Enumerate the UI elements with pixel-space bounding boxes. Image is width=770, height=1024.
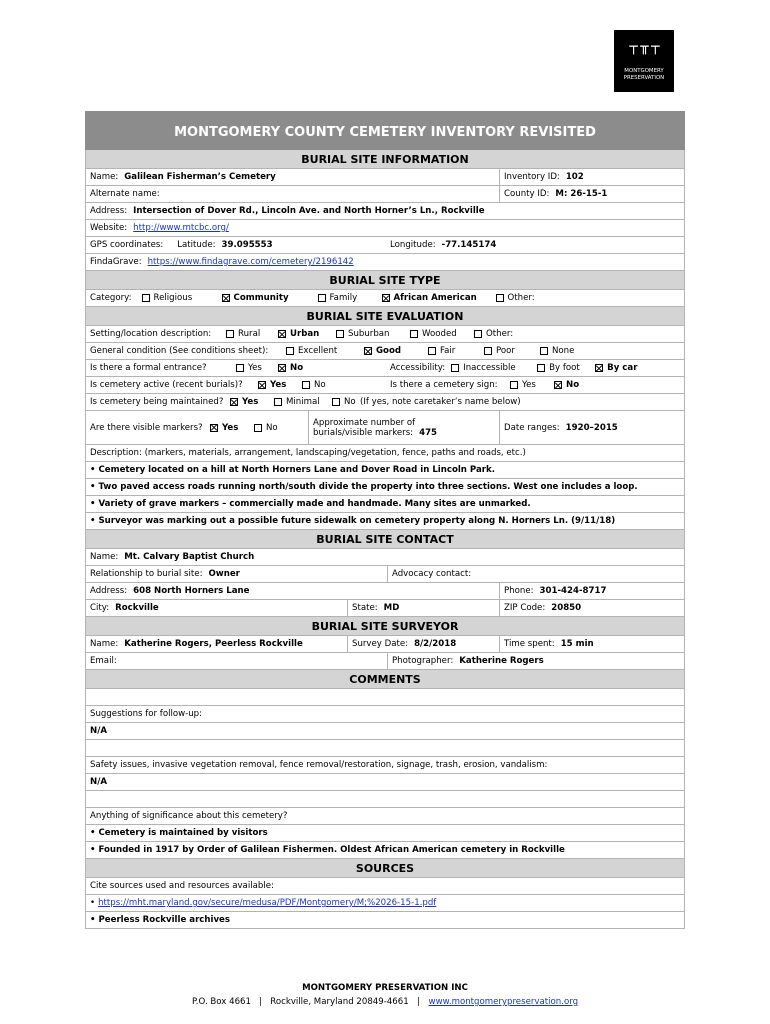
field-label: Name: bbox=[90, 552, 119, 562]
section-title: BURIAL SITE CONTACT bbox=[316, 532, 454, 546]
field-label: State: bbox=[352, 603, 378, 613]
checkbox-label: No bbox=[344, 397, 356, 407]
field-value: 39.095553 bbox=[221, 240, 273, 250]
field-label: Address: bbox=[90, 586, 128, 596]
inventory-form bbox=[85, 111, 685, 929]
checkbox-label: No bbox=[266, 422, 278, 433]
field-label: Survey Date: bbox=[352, 639, 409, 649]
checkbox-label: None bbox=[552, 346, 575, 356]
checkbox-label: Wooded bbox=[422, 329, 457, 339]
field-label: General condition (See conditions sheet): bbox=[90, 346, 269, 356]
section-header-evaluation bbox=[85, 307, 685, 326]
checkbox-label: Yes bbox=[222, 422, 239, 433]
significance-label: Anything of significance about this cemetery? bbox=[90, 811, 288, 821]
field-label: Setting/location description: bbox=[90, 329, 212, 339]
date-range-field[interactable] bbox=[499, 411, 684, 444]
entrance-field bbox=[86, 360, 386, 376]
section-title: SOURCES bbox=[355, 861, 415, 875]
checkbox-label: Religious bbox=[153, 293, 193, 303]
checkbox-label: Community bbox=[233, 293, 289, 303]
email-field[interactable] bbox=[86, 653, 387, 669]
field-label: Is there a cemetery sign: bbox=[390, 380, 498, 390]
none-checkbox[interactable] bbox=[540, 347, 548, 355]
field-label: Date ranges: bbox=[504, 422, 560, 433]
field-label: Email: bbox=[90, 656, 117, 666]
field-label: Phone: bbox=[504, 586, 534, 596]
checkbox-label: By car bbox=[607, 363, 638, 373]
checkbox-label: Poor bbox=[496, 346, 515, 356]
active-yes-checkbox[interactable] bbox=[258, 381, 266, 389]
section-header-type bbox=[85, 271, 685, 290]
field-label: Is there a formal entrance? bbox=[90, 363, 207, 373]
active-no-checkbox[interactable] bbox=[302, 381, 310, 389]
field-label: City: bbox=[90, 603, 110, 613]
field-value: 1920–2015 bbox=[565, 422, 618, 433]
findagrave-link[interactable]: https://www.findagrave.com/cemetery/2196142 bbox=[147, 257, 354, 267]
markers-field bbox=[86, 411, 308, 444]
field-value: 608 North Horners Lane bbox=[133, 586, 250, 596]
field-label: ZIP Code: bbox=[504, 603, 546, 613]
source-item[interactable]: • Peerless Rockville archives bbox=[90, 915, 231, 925]
section-header-information bbox=[85, 150, 685, 169]
field-label: Advocacy contact: bbox=[392, 569, 472, 579]
field-label: Address: bbox=[90, 206, 128, 216]
section-header-surveyor bbox=[85, 617, 685, 636]
field-value: Intersection of Dover Rd., Lincoln Ave. and North Horner’s Ln., Rockville bbox=[133, 206, 485, 216]
sources-label: Cite sources used and resources available: bbox=[90, 881, 274, 891]
section-header-sources bbox=[85, 859, 685, 878]
phone-field[interactable] bbox=[499, 583, 684, 599]
surveyor-name-field[interactable] bbox=[86, 636, 347, 652]
description-label: Description: (markers, materials, arrangement, landscaping/vegetation, fence, paths and roads, etc.) bbox=[90, 448, 526, 458]
followup-label: Suggestions for follow-up: bbox=[90, 709, 203, 719]
field-label: Are there visible markers? bbox=[90, 422, 203, 433]
family-checkbox[interactable] bbox=[318, 294, 326, 302]
longitude-field[interactable] bbox=[386, 237, 684, 253]
entrance-yes-checkbox[interactable] bbox=[236, 364, 244, 372]
excellent-checkbox[interactable] bbox=[286, 347, 294, 355]
by-foot-checkbox[interactable] bbox=[537, 364, 545, 372]
contact-name-field[interactable] bbox=[86, 549, 684, 565]
maintained-no-checkbox[interactable] bbox=[332, 398, 340, 406]
checkbox-label: Yes bbox=[242, 397, 259, 407]
field-value: 8/2/2018 bbox=[414, 639, 457, 649]
field-label: Relationship to burial site: bbox=[90, 569, 203, 579]
description-item[interactable]: • Two paved access roads running north/south divide the property into three sections. West one includes a loop. bbox=[90, 482, 638, 492]
description-item[interactable]: • Variety of grave markers – commercially made and handmade. Many sites are unmarked. bbox=[90, 499, 531, 509]
field-label: County ID: bbox=[504, 189, 550, 199]
maintained-field bbox=[86, 394, 684, 410]
organization-logo bbox=[614, 30, 674, 92]
checkbox-label: No bbox=[290, 363, 304, 373]
checkbox-label: Other: bbox=[486, 329, 514, 339]
county-id-field[interactable] bbox=[499, 186, 684, 202]
maintained-note: (If yes, note caretaker’s name below) bbox=[360, 397, 521, 407]
urban-checkbox[interactable] bbox=[278, 330, 286, 338]
field-label: Accessibility: bbox=[390, 363, 446, 373]
time-spent-field[interactable] bbox=[499, 636, 684, 652]
checkbox-label: No bbox=[314, 380, 326, 390]
checkbox-label: Other: bbox=[507, 293, 535, 303]
maintained-minimal-checkbox[interactable] bbox=[274, 398, 282, 406]
source-link[interactable]: https://mht.maryland.gov/secure/medusa/PDF/Montgomery/M;%2026-15-1.pdf bbox=[98, 898, 437, 908]
field-label: Website: bbox=[90, 223, 128, 233]
advocacy-contact-field[interactable] bbox=[387, 566, 684, 582]
field-label: Is cemetery active (recent burials)? bbox=[90, 380, 243, 390]
field-value: MD bbox=[383, 603, 400, 613]
website-link[interactable]: http://www.mtcbc.org/ bbox=[133, 223, 229, 233]
checkbox-label: African American bbox=[393, 293, 477, 303]
sign-yes-checkbox[interactable] bbox=[510, 381, 518, 389]
checkbox-label: Family bbox=[329, 293, 358, 303]
maintained-yes-checkbox[interactable] bbox=[230, 398, 238, 406]
section-title: BURIAL SITE INFORMATION bbox=[301, 152, 469, 166]
alternate-name-field[interactable] bbox=[86, 186, 499, 202]
field-value: 475 bbox=[419, 427, 438, 438]
field-label: Time spent: bbox=[504, 639, 555, 649]
field-value: 301-424-8717 bbox=[539, 586, 607, 596]
followup-value[interactable]: N/A bbox=[90, 726, 107, 736]
safety-value[interactable]: N/A bbox=[90, 777, 107, 787]
suburban-checkbox[interactable] bbox=[336, 330, 344, 338]
significance-item[interactable]: • Founded in 1917 by Order of Galilean Fishermen. Oldest African American cemetery in Rockville bbox=[90, 845, 565, 855]
checkbox-label: Minimal bbox=[286, 397, 320, 407]
section-header-contact bbox=[85, 530, 685, 549]
footer-address bbox=[0, 997, 770, 1007]
field-value: 15 min bbox=[560, 639, 594, 649]
findagrave-field bbox=[86, 254, 684, 270]
field-label: Latitude: bbox=[177, 240, 216, 250]
field-label: Longitude: bbox=[390, 240, 436, 250]
field-label: Name: bbox=[90, 172, 119, 182]
good-checkbox[interactable] bbox=[364, 347, 372, 355]
african-american-checkbox[interactable] bbox=[382, 294, 390, 302]
form-title: MONTGOMERY COUNTY CEMETERY INVENTORY REVISITED bbox=[85, 111, 685, 150]
checkbox-label: Excellent bbox=[298, 346, 338, 356]
other-category-checkbox[interactable] bbox=[496, 294, 504, 302]
footer-website-link[interactable]: www.montgomerypreservation.org bbox=[428, 997, 579, 1007]
zip-field[interactable] bbox=[499, 600, 684, 616]
field-value: Rockville bbox=[115, 603, 159, 613]
section-title: BURIAL SITE TYPE bbox=[329, 273, 441, 287]
inventory-id-field[interactable] bbox=[499, 169, 684, 185]
field-value: Galilean Fisherman’s Cemetery bbox=[124, 172, 276, 182]
survey-date-field[interactable] bbox=[347, 636, 499, 652]
field-label: Is cemetery being maintained? bbox=[90, 397, 224, 407]
description-item[interactable]: • Cemetery located on a hill at North Horners Lane and Dover Road in Lincoln Park. bbox=[90, 465, 495, 475]
markers-yes-checkbox[interactable] bbox=[210, 424, 218, 432]
condition-field bbox=[86, 343, 684, 359]
checkbox-label: Urban bbox=[290, 329, 320, 339]
state-field[interactable] bbox=[347, 600, 499, 616]
section-title: COMMENTS bbox=[349, 672, 421, 686]
religious-checkbox[interactable] bbox=[142, 294, 150, 302]
poor-checkbox[interactable] bbox=[484, 347, 492, 355]
field-value: M: 26-15-1 bbox=[555, 189, 608, 199]
safety-label: Safety issues, invasive vegetation removal, fence removal/restoration, signage, trash, erosion, vandalism: bbox=[90, 760, 548, 770]
field-label: Name: bbox=[90, 639, 119, 649]
contact-address-field[interactable] bbox=[86, 583, 499, 599]
checkbox-label: By foot bbox=[549, 363, 580, 373]
field-label: Approximate number of bbox=[313, 417, 416, 428]
accessibility-field bbox=[386, 360, 684, 376]
footer-org: MONTGOMERY PRESERVATION INC bbox=[302, 983, 468, 993]
sign-field bbox=[386, 377, 684, 393]
checkbox-label: Inaccessible bbox=[463, 363, 516, 373]
bullet: • bbox=[90, 898, 96, 908]
field-label: Inventory ID: bbox=[504, 172, 560, 182]
section-header-comments bbox=[85, 670, 685, 689]
field-label: GPS coordinates: bbox=[90, 240, 164, 250]
active-field bbox=[86, 377, 386, 393]
fair-checkbox[interactable] bbox=[428, 347, 436, 355]
field-value: 102 bbox=[565, 172, 584, 182]
category-field bbox=[86, 290, 684, 306]
field-label: Alternate name: bbox=[90, 189, 160, 199]
website-field bbox=[86, 220, 684, 236]
checkbox-label: Yes bbox=[522, 380, 536, 390]
field-value: -77.145174 bbox=[441, 240, 497, 250]
community-checkbox[interactable] bbox=[222, 294, 230, 302]
setting-field bbox=[86, 326, 684, 342]
chapel-glyph: ┬ ╥ ┬ bbox=[629, 39, 659, 55]
entrance-no-checkbox[interactable] bbox=[278, 364, 286, 372]
field-value: Katherine Rogers bbox=[459, 656, 544, 666]
checkbox-label: No bbox=[566, 380, 580, 390]
field-label: Category: bbox=[90, 293, 132, 303]
field-value: Katherine Rogers, Peerless Rockville bbox=[124, 639, 303, 649]
name-field[interactable] bbox=[86, 169, 499, 185]
address-field[interactable] bbox=[86, 203, 684, 219]
other-setting-checkbox[interactable] bbox=[474, 330, 482, 338]
field-label: Photographer: bbox=[392, 656, 454, 666]
checkbox-label: Suburban bbox=[348, 329, 390, 339]
checkbox-label: Yes bbox=[248, 363, 262, 373]
field-label: burials/visible markers: bbox=[313, 427, 414, 438]
inaccessible-checkbox[interactable] bbox=[451, 364, 459, 372]
significance-item[interactable]: • Cemetery is maintained by visitors bbox=[90, 828, 268, 838]
markers-no-checkbox[interactable] bbox=[254, 424, 262, 432]
checkbox-label: Good bbox=[376, 346, 402, 356]
approx-burials-field[interactable] bbox=[308, 411, 499, 444]
rural-checkbox[interactable] bbox=[226, 330, 234, 338]
description-item[interactable]: • Surveyor was marking out a possible future sidewalk on cemetery property along N. Horners Ln. (9/11/18) bbox=[90, 516, 616, 526]
field-label: FindaGrave: bbox=[90, 257, 142, 267]
by-car-checkbox[interactable] bbox=[595, 364, 603, 372]
photographer-field[interactable] bbox=[387, 653, 684, 669]
relationship-field[interactable] bbox=[86, 566, 387, 582]
checkbox-label: Rural bbox=[238, 329, 261, 339]
field-value: 20850 bbox=[551, 603, 582, 613]
field-value: Mt. Calvary Baptist Church bbox=[124, 552, 255, 562]
section-title: BURIAL SITE EVALUATION bbox=[306, 309, 464, 323]
gps-field[interactable] bbox=[86, 237, 386, 253]
checkbox-label: Fair bbox=[440, 346, 456, 356]
source-item bbox=[86, 895, 684, 911]
logo-text: MONTGOMERY PRESERVATION bbox=[623, 68, 665, 81]
wooded-checkbox[interactable] bbox=[410, 330, 418, 338]
footer-address-text: P.O. Box 4661 | Rockville, Maryland 20849-4661 | bbox=[191, 997, 420, 1007]
section-title: BURIAL SITE SURVEYOR bbox=[311, 619, 459, 633]
city-field[interactable] bbox=[86, 600, 347, 616]
sign-no-checkbox[interactable] bbox=[554, 381, 562, 389]
checkbox-label: Yes bbox=[270, 380, 287, 390]
field-value: Owner bbox=[208, 569, 240, 579]
